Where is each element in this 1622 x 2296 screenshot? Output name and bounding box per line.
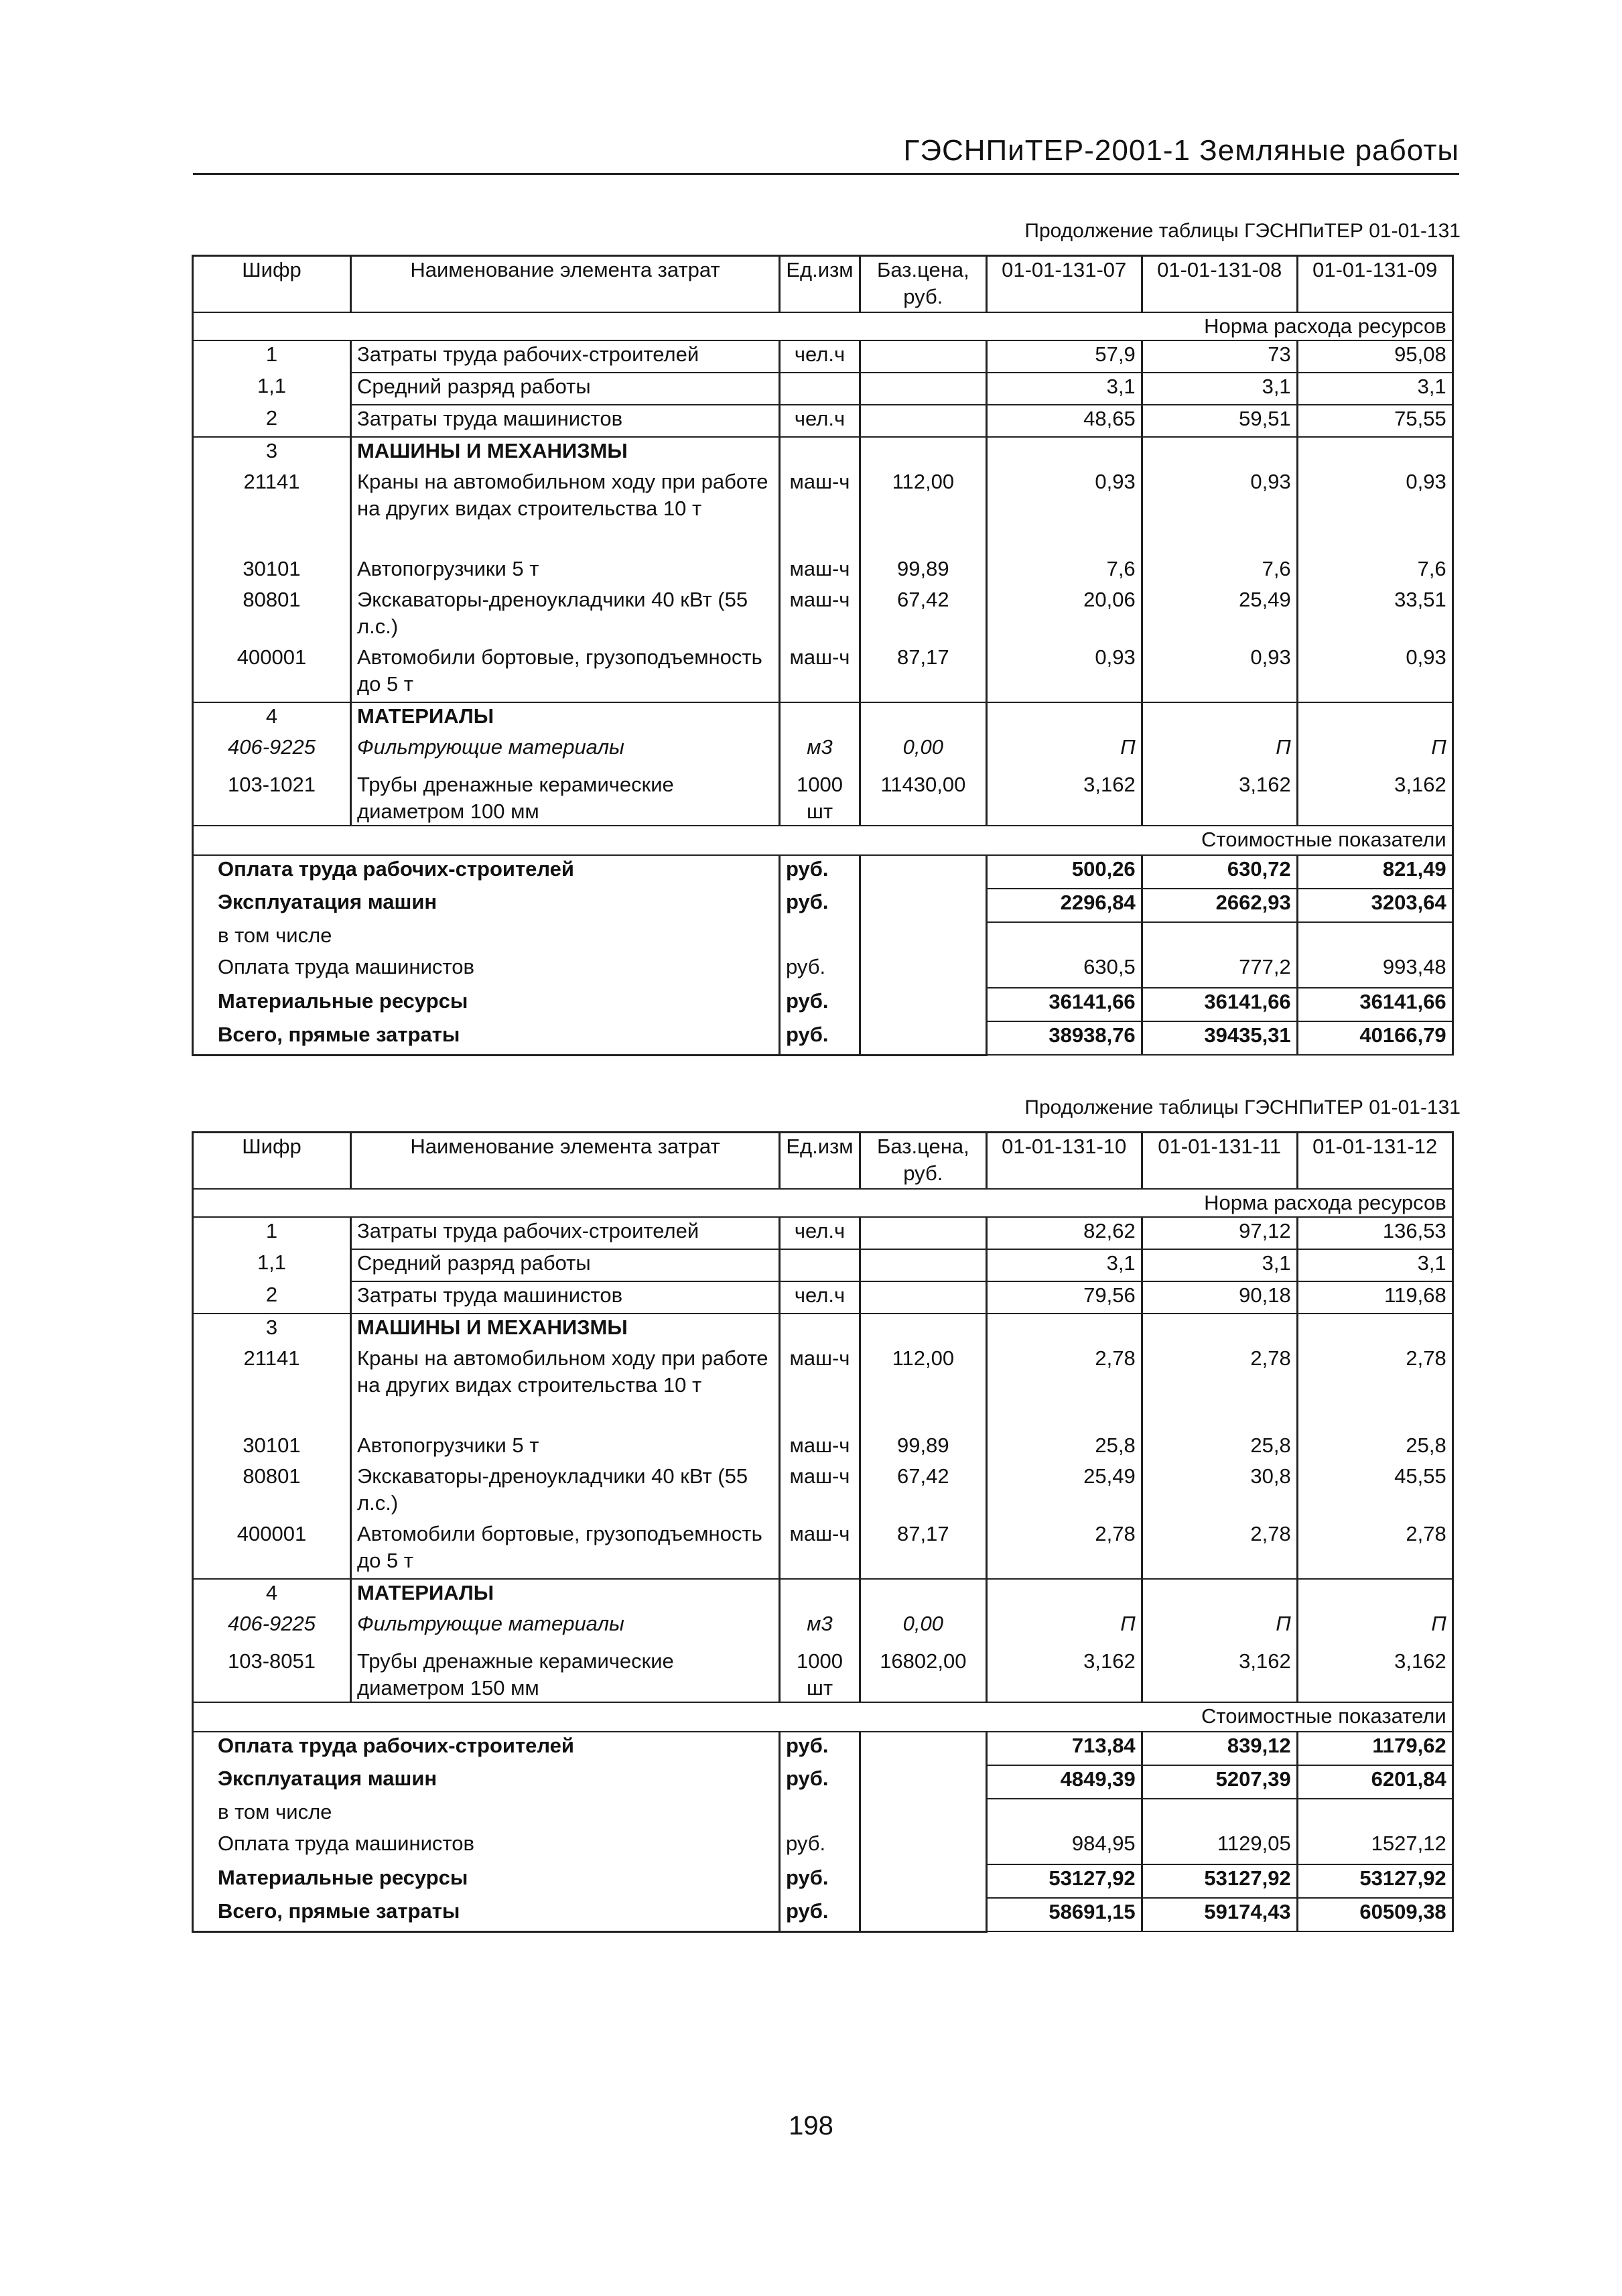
row-unit <box>780 1249 860 1281</box>
cost-price-empty <box>860 855 987 889</box>
row-code: 3 <box>193 437 351 468</box>
cost-value-1 <box>986 1799 1142 1830</box>
row-value-2: 7,6 <box>1142 556 1297 586</box>
row-code: 1 <box>193 1217 351 1249</box>
row-value-2: 97,12 <box>1142 1217 1297 1249</box>
row-price <box>860 437 987 468</box>
row-value-1: 25,8 <box>986 1432 1142 1463</box>
row-value-3: 7,6 <box>1297 556 1452 586</box>
row-name: Экскаваторы-дреноукладчики 40 кВт (55 л.с.) <box>351 586 780 644</box>
row-name: Краны на автомобильном ходу при работе на других видах строительства 10 т <box>351 468 780 556</box>
row-price: 99,89 <box>860 556 987 586</box>
row-value-2 <box>1142 1314 1297 1345</box>
row-code: 80801 <box>193 586 351 644</box>
resource-row <box>193 702 1453 734</box>
row-price <box>860 702 987 734</box>
row-code: 30101 <box>193 556 351 586</box>
resource-row <box>193 734 1453 771</box>
resource-row <box>193 1217 1453 1249</box>
row-value-3: П <box>1297 1610 1452 1648</box>
row-name: Фильтрующие материалы <box>351 734 780 771</box>
row-value-3 <box>1297 702 1452 734</box>
cost-value-2: 53127,92 <box>1142 1864 1297 1898</box>
row-name: МАШИНЫ И МЕХАНИЗМЫ <box>351 437 780 468</box>
column-header-code: Шифр <box>193 256 351 313</box>
cost-unit: руб. <box>780 1021 860 1055</box>
cost-value-2: 2662,93 <box>1142 889 1297 922</box>
document-title: ГЭСНПиТЕР-2001-1 Земляные работы <box>903 134 1459 167</box>
row-price: 87,17 <box>860 1521 987 1579</box>
row-unit: маш-ч <box>780 586 860 644</box>
row-price <box>860 373 987 405</box>
row-value-2 <box>1142 1579 1297 1610</box>
cost-name: Всего, прямые затраты <box>193 1021 780 1055</box>
cost-value-3: 3203,64 <box>1297 889 1452 922</box>
row-value-1: 82,62 <box>986 1217 1142 1249</box>
row-name: МАТЕРИАЛЫ <box>351 702 780 734</box>
cost-row <box>193 988 1453 1021</box>
row-code: 2 <box>193 1281 351 1314</box>
row-unit: маш-ч <box>780 1432 860 1463</box>
cost-row <box>193 954 1453 988</box>
row-unit: маш-ч <box>780 556 860 586</box>
cost-row <box>193 889 1453 922</box>
page-number: 198 <box>789 2111 833 2141</box>
resource-row <box>193 556 1453 586</box>
row-unit: маш-ч <box>780 1521 860 1579</box>
row-price <box>860 1579 987 1610</box>
resource-row <box>193 373 1453 405</box>
column-header-price: Баз.цена, руб. <box>860 1133 987 1190</box>
row-unit: чел.ч <box>780 1217 860 1249</box>
resource-row <box>193 1521 1453 1579</box>
resource-row <box>193 1249 1453 1281</box>
cost-value-1 <box>986 922 1142 954</box>
norm-label: Норма расхода ресурсов <box>193 312 1453 340</box>
cost-value-2: 630,72 <box>1142 855 1297 889</box>
row-value-2: 2,78 <box>1142 1521 1297 1579</box>
row-name: Средний разряд работы <box>351 373 780 405</box>
row-value-2 <box>1142 702 1297 734</box>
cost-label: Стоимостные показатели <box>193 1702 1453 1732</box>
row-name: Затраты труда рабочих-строителей <box>351 340 780 373</box>
row-price: 11430,00 <box>860 771 987 826</box>
cost-price-empty <box>860 1799 987 1830</box>
cost-value-3: 40166,79 <box>1297 1021 1452 1055</box>
cost-name: в том числе <box>193 922 780 954</box>
row-code: 4 <box>193 1579 351 1610</box>
row-name: Средний разряд работы <box>351 1249 780 1281</box>
column-header-name: Наименование элемента затрат <box>351 1133 780 1190</box>
row-value-1: П <box>986 734 1142 771</box>
row-unit <box>780 702 860 734</box>
row-value-3: 3,162 <box>1297 771 1452 826</box>
cost-row <box>193 1864 1453 1898</box>
row-value-1: 7,6 <box>986 556 1142 586</box>
row-name: Автопогрузчики 5 т <box>351 1432 780 1463</box>
row-price <box>860 1314 987 1345</box>
row-value-3: 3,162 <box>1297 1648 1452 1702</box>
row-unit: м3 <box>780 734 860 771</box>
row-code: 1,1 <box>193 1249 351 1281</box>
resource-row <box>193 1314 1453 1345</box>
row-value-3: 3,1 <box>1297 373 1452 405</box>
norms-table <box>192 255 1454 1056</box>
row-value-1: 0,93 <box>986 644 1142 702</box>
row-value-2: 30,8 <box>1142 1463 1297 1521</box>
cost-name: Всего, прямые затраты <box>193 1898 780 1931</box>
row-code: 400001 <box>193 644 351 702</box>
cost-price-empty <box>860 889 987 922</box>
row-value-3: 0,93 <box>1297 644 1452 702</box>
row-unit <box>780 437 860 468</box>
column-header-code-3: 01-01-131-09 <box>1297 256 1452 313</box>
cost-unit: руб. <box>780 954 860 988</box>
row-value-1: 0,93 <box>986 468 1142 556</box>
cost-value-3: 60509,38 <box>1297 1898 1452 1931</box>
row-name: Фильтрующие материалы <box>351 1610 780 1648</box>
cost-unit: руб. <box>780 1864 860 1898</box>
row-code: 103-8051 <box>193 1648 351 1702</box>
row-value-2: 73 <box>1142 340 1297 373</box>
page-header <box>193 131 1459 175</box>
cost-unit: руб. <box>780 1732 860 1765</box>
row-unit: 1000 шт <box>780 771 860 826</box>
table-header-row <box>193 1133 1453 1190</box>
row-value-3: 95,08 <box>1297 340 1452 373</box>
row-price: 87,17 <box>860 644 987 702</box>
cost-value-2: 5207,39 <box>1142 1765 1297 1799</box>
cost-row <box>193 1898 1453 1931</box>
cost-name: в том числе <box>193 1799 780 1830</box>
cost-price-empty <box>860 988 987 1021</box>
row-code: 400001 <box>193 1521 351 1579</box>
cost-name: Материальные ресурсы <box>193 1864 780 1898</box>
row-value-3: 136,53 <box>1297 1217 1452 1249</box>
row-code: 2 <box>193 405 351 437</box>
row-name: Затраты труда машинистов <box>351 1281 780 1314</box>
row-name: Автопогрузчики 5 т <box>351 556 780 586</box>
row-value-2: 59,51 <box>1142 405 1297 437</box>
cost-value-1: 53127,92 <box>986 1864 1142 1898</box>
row-price: 99,89 <box>860 1432 987 1463</box>
row-price: 112,00 <box>860 468 987 556</box>
row-value-2: 3,162 <box>1142 771 1297 826</box>
row-name: Краны на автомобильном ходу при работе на других видах строительства 10 т <box>351 1345 780 1432</box>
row-value-1: 57,9 <box>986 340 1142 373</box>
row-value-1: 3,162 <box>986 771 1142 826</box>
row-value-1 <box>986 437 1142 468</box>
column-header-code-1: 01-01-131-10 <box>986 1133 1142 1190</box>
cost-price-empty <box>860 1765 987 1799</box>
resource-row <box>193 586 1453 644</box>
resource-row <box>193 437 1453 468</box>
resource-row <box>193 1281 1453 1314</box>
norm-label: Норма расхода ресурсов <box>193 1189 1453 1217</box>
row-value-1: 25,49 <box>986 1463 1142 1521</box>
cost-value-2: 1129,05 <box>1142 1830 1297 1864</box>
row-code: 30101 <box>193 1432 351 1463</box>
row-value-3: 0,93 <box>1297 468 1452 556</box>
cost-value-3: 821,49 <box>1297 855 1452 889</box>
row-price <box>860 1249 987 1281</box>
resource-row <box>193 771 1453 826</box>
cost-name: Оплата труда машинистов <box>193 954 780 988</box>
row-value-2: 0,93 <box>1142 644 1297 702</box>
row-unit: чел.ч <box>780 405 860 437</box>
row-value-2: П <box>1142 734 1297 771</box>
cost-price-empty <box>860 922 987 954</box>
cost-value-2 <box>1142 922 1297 954</box>
row-value-2: 2,78 <box>1142 1345 1297 1432</box>
row-value-1 <box>986 702 1142 734</box>
row-value-3: 2,78 <box>1297 1521 1452 1579</box>
cost-unit <box>780 1799 860 1830</box>
row-price: 112,00 <box>860 1345 987 1432</box>
row-code: 4 <box>193 702 351 734</box>
column-header-code-2: 01-01-131-11 <box>1142 1133 1297 1190</box>
row-value-2: 3,1 <box>1142 1249 1297 1281</box>
row-name: МАШИНЫ И МЕХАНИЗМЫ <box>351 1314 780 1345</box>
row-value-3 <box>1297 437 1452 468</box>
row-name: Затраты труда машинистов <box>351 405 780 437</box>
cost-value-2: 777,2 <box>1142 954 1297 988</box>
row-name: Автомобили бортовые, грузоподъемность до 5 т <box>351 644 780 702</box>
cost-price-empty <box>860 1864 987 1898</box>
resource-row <box>193 1432 1453 1463</box>
row-value-3: 33,51 <box>1297 586 1452 644</box>
cost-name: Эксплуатация машин <box>193 889 780 922</box>
cost-price-empty <box>860 1830 987 1864</box>
norm-label-row <box>193 312 1453 340</box>
cost-unit: руб. <box>780 1765 860 1799</box>
row-value-1 <box>986 1579 1142 1610</box>
cost-unit: руб. <box>780 889 860 922</box>
cost-row <box>193 1021 1453 1055</box>
cost-name: Оплата труда рабочих-строителей <box>193 855 780 889</box>
cost-value-3: 53127,92 <box>1297 1864 1452 1898</box>
row-value-3: 3,1 <box>1297 1249 1452 1281</box>
row-code: 3 <box>193 1314 351 1345</box>
row-price: 16802,00 <box>860 1648 987 1702</box>
row-value-1: 2,78 <box>986 1345 1142 1432</box>
cost-price-empty <box>860 1021 987 1055</box>
column-header-code-1: 01-01-131-07 <box>986 256 1142 313</box>
row-name: Трубы дренажные керамические диаметром 150 мм <box>351 1648 780 1702</box>
row-name: Экскаваторы-дреноукладчики 40 кВт (55 л.с.) <box>351 1463 780 1521</box>
row-value-1: 79,56 <box>986 1281 1142 1314</box>
row-value-1: 3,1 <box>986 373 1142 405</box>
column-header-code-2: 01-01-131-08 <box>1142 256 1297 313</box>
cost-row <box>193 1765 1453 1799</box>
cost-unit: руб. <box>780 1898 860 1931</box>
table-header-row <box>193 256 1453 313</box>
row-unit: маш-ч <box>780 1345 860 1432</box>
cost-label-row <box>193 826 1453 855</box>
resource-row <box>193 340 1453 373</box>
row-price <box>860 405 987 437</box>
cost-name: Эксплуатация машин <box>193 1765 780 1799</box>
row-value-2: 25,8 <box>1142 1432 1297 1463</box>
column-header-name: Наименование элемента затрат <box>351 256 780 313</box>
cost-value-2: 59174,43 <box>1142 1898 1297 1931</box>
row-value-2 <box>1142 437 1297 468</box>
cost-value-1: 2296,84 <box>986 889 1142 922</box>
cost-row <box>193 855 1453 889</box>
row-unit: м3 <box>780 1610 860 1648</box>
resource-row <box>193 644 1453 702</box>
resource-row <box>193 1648 1453 1702</box>
resource-row <box>193 405 1453 437</box>
cost-row <box>193 1732 1453 1765</box>
cost-row <box>193 922 1453 954</box>
cost-value-3: 6201,84 <box>1297 1765 1452 1799</box>
row-unit: 1000 шт <box>780 1648 860 1702</box>
resource-row <box>193 1610 1453 1648</box>
row-name: Автомобили бортовые, грузоподъемность до 5 т <box>351 1521 780 1579</box>
cost-price-empty <box>860 954 987 988</box>
cost-value-1: 38938,76 <box>986 1021 1142 1055</box>
cost-value-3: 993,48 <box>1297 954 1452 988</box>
cost-unit: руб. <box>780 855 860 889</box>
cost-price-empty <box>860 1898 987 1931</box>
column-header-unit: Ед.изм <box>780 1133 860 1190</box>
row-code: 21141 <box>193 468 351 556</box>
row-code: 21141 <box>193 1345 351 1432</box>
cost-name: Оплата труда машинистов <box>193 1830 780 1864</box>
cost-value-3: 36141,66 <box>1297 988 1452 1021</box>
row-name: Трубы дренажные керамические диаметром 100 мм <box>351 771 780 826</box>
row-value-2: 90,18 <box>1142 1281 1297 1314</box>
row-value-3: 45,55 <box>1297 1463 1452 1521</box>
row-unit: маш-ч <box>780 468 860 556</box>
row-name: МАТЕРИАЛЫ <box>351 1579 780 1610</box>
row-code: 1,1 <box>193 373 351 405</box>
row-value-2: П <box>1142 1610 1297 1648</box>
row-value-1: 2,78 <box>986 1521 1142 1579</box>
row-price <box>860 1217 987 1249</box>
cost-value-2: 839,12 <box>1142 1732 1297 1765</box>
row-price: 0,00 <box>860 1610 987 1648</box>
cost-row <box>193 1799 1453 1830</box>
row-code: 406-9225 <box>193 734 351 771</box>
cost-value-3: 1527,12 <box>1297 1830 1452 1864</box>
cost-unit <box>780 922 860 954</box>
cost-value-3: 1179,62 <box>1297 1732 1452 1765</box>
cost-name: Оплата труда рабочих-строителей <box>193 1732 780 1765</box>
row-code: 80801 <box>193 1463 351 1521</box>
cost-value-3 <box>1297 1799 1452 1830</box>
cost-value-1: 713,84 <box>986 1732 1142 1765</box>
row-value-2: 0,93 <box>1142 468 1297 556</box>
row-unit <box>780 1579 860 1610</box>
row-price: 0,00 <box>860 734 987 771</box>
row-value-2: 3,162 <box>1142 1648 1297 1702</box>
cost-label-row <box>193 1702 1453 1732</box>
row-value-1: 3,1 <box>986 1249 1142 1281</box>
table-continuation-label: Продолжение таблицы ГЭСНПиТЕР 01-01-131 <box>1024 1096 1461 1119</box>
row-unit: маш-ч <box>780 1463 860 1521</box>
row-price: 67,42 <box>860 586 987 644</box>
cost-value-1: 630,5 <box>986 954 1142 988</box>
row-value-2: 3,1 <box>1142 373 1297 405</box>
table-continuation-label: Продолжение таблицы ГЭСНПиТЕР 01-01-131 <box>1024 220 1461 242</box>
cost-value-1: 4849,39 <box>986 1765 1142 1799</box>
row-price: 67,42 <box>860 1463 987 1521</box>
row-value-1: П <box>986 1610 1142 1648</box>
norm-label-row <box>193 1189 1453 1217</box>
cost-value-2 <box>1142 1799 1297 1830</box>
cost-unit: руб. <box>780 1830 860 1864</box>
column-header-price: Баз.цена, руб. <box>860 256 987 313</box>
column-header-code: Шифр <box>193 1133 351 1190</box>
row-value-3: 2,78 <box>1297 1345 1452 1432</box>
row-value-1 <box>986 1314 1142 1345</box>
cost-value-3 <box>1297 922 1452 954</box>
cost-unit: руб. <box>780 988 860 1021</box>
resource-row <box>193 1463 1453 1521</box>
row-code: 103-1021 <box>193 771 351 826</box>
row-price <box>860 1281 987 1314</box>
row-value-3: П <box>1297 734 1452 771</box>
cost-value-1: 500,26 <box>986 855 1142 889</box>
row-code: 1 <box>193 340 351 373</box>
row-unit <box>780 373 860 405</box>
cost-name: Материальные ресурсы <box>193 988 780 1021</box>
cost-row <box>193 1830 1453 1864</box>
row-price <box>860 340 987 373</box>
row-value-3: 25,8 <box>1297 1432 1452 1463</box>
row-value-1: 20,06 <box>986 586 1142 644</box>
row-value-3: 75,55 <box>1297 405 1452 437</box>
row-unit: маш-ч <box>780 644 860 702</box>
row-value-3 <box>1297 1314 1452 1345</box>
resource-row <box>193 1345 1453 1432</box>
row-value-2: 25,49 <box>1142 586 1297 644</box>
row-value-1: 3,162 <box>986 1648 1142 1702</box>
cost-label: Стоимостные показатели <box>193 826 1453 855</box>
cost-value-1: 984,95 <box>986 1830 1142 1864</box>
row-unit: чел.ч <box>780 1281 860 1314</box>
cost-value-2: 39435,31 <box>1142 1021 1297 1055</box>
cost-value-2: 36141,66 <box>1142 988 1297 1021</box>
row-value-3: 119,68 <box>1297 1281 1452 1314</box>
resource-row <box>193 468 1453 556</box>
cost-value-1: 58691,15 <box>986 1898 1142 1931</box>
row-unit <box>780 1314 860 1345</box>
row-unit: чел.ч <box>780 340 860 373</box>
cost-value-1: 36141,66 <box>986 988 1142 1021</box>
norms-table <box>192 1131 1454 1933</box>
resource-row <box>193 1579 1453 1610</box>
column-header-code-3: 01-01-131-12 <box>1297 1133 1452 1190</box>
row-code: 406-9225 <box>193 1610 351 1648</box>
row-value-3 <box>1297 1579 1452 1610</box>
cost-price-empty <box>860 1732 987 1765</box>
column-header-unit: Ед.изм <box>780 256 860 313</box>
row-value-1: 48,65 <box>986 405 1142 437</box>
row-name: Затраты труда рабочих-строителей <box>351 1217 780 1249</box>
